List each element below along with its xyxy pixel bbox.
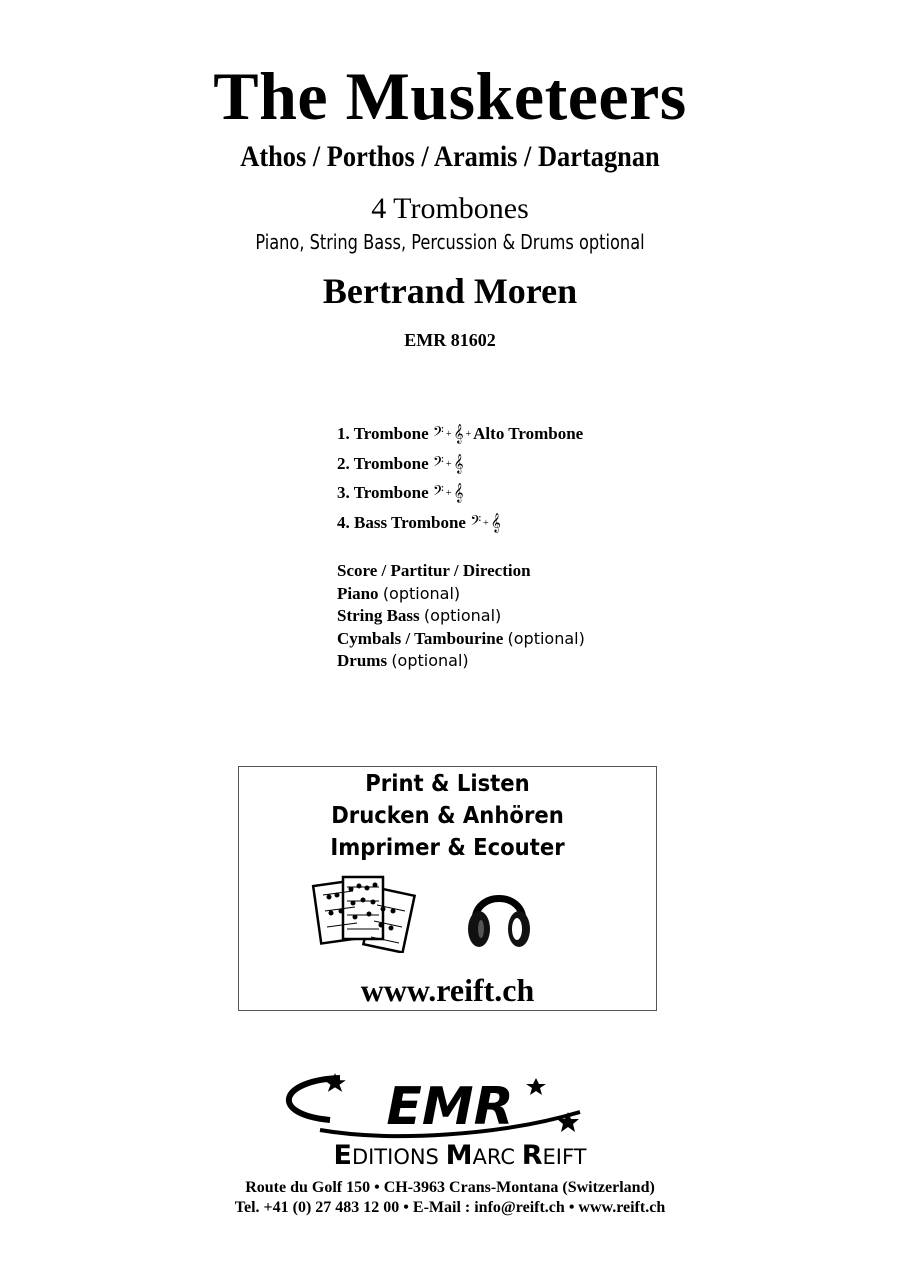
plus-sign: + [445, 429, 452, 440]
print-listen-box [238, 766, 657, 1011]
optional-instruments: Piano, String Bass, Percussion & Drums optional [255, 230, 645, 254]
treble-clef-icon: 𝄞 [453, 453, 464, 473]
extra-note: (optional) [391, 651, 469, 670]
emr-logo [240, 1072, 680, 1172]
publisher-address: Route du Golf 150 • CH-3963 Crans-Montana (Switzerland) [245, 1179, 655, 1196]
extra-item [337, 605, 585, 628]
page-title: The Musketeers [213, 58, 687, 134]
plus-sign: + [483, 517, 489, 529]
headphones-icon [465, 877, 533, 953]
part-label: 3. Trombone [337, 483, 429, 502]
publisher-contact [0, 1199, 900, 1217]
part-label: 2. Trombone [337, 453, 429, 473]
extra-note: (optional) [423, 606, 502, 625]
extra-name: String Bass [337, 606, 420, 625]
bass-clef-icon: 𝄢 [432, 483, 444, 502]
sheet-music-icon [311, 873, 423, 953]
part-item [337, 513, 583, 543]
catalog-number: EMR 81602 [404, 330, 496, 350]
composer-name: Bertrand Moren [322, 271, 578, 311]
extra-item [337, 583, 585, 606]
emr-logo-text: EMR [386, 1077, 514, 1137]
extra-item [337, 650, 585, 673]
promo-line-de: Drucken & Anhören [331, 803, 564, 829]
extras-list [337, 560, 585, 673]
extra-item [337, 560, 585, 583]
extra-note: (optional) [507, 628, 585, 648]
bass-clef-icon: 𝄢 [432, 424, 444, 443]
extra-name: Drums [337, 651, 388, 670]
part-item [337, 483, 583, 513]
bass-clef-icon: 𝄢 [470, 512, 482, 532]
part-item [337, 454, 583, 484]
treble-clef-icon: 𝄞 [453, 424, 464, 443]
part-item [337, 424, 583, 454]
email-link[interactable]: info@reift.ch [474, 1199, 565, 1216]
contact-website: • www.reift.ch [564, 1199, 666, 1216]
promo-line-en: Print & Listen [365, 771, 530, 797]
treble-clef-icon: 𝄞 [490, 512, 501, 532]
extra-name: Cymbals / Tambourine [337, 628, 504, 648]
promo-line-fr: Imprimer & Ecouter [330, 835, 565, 861]
website-link[interactable]: www.reift.ch [360, 972, 535, 1008]
contact-phone: Tel. +41 (0) 27 483 12 00 • E-Mail : [234, 1199, 475, 1216]
treble-clef-icon: 𝄞 [453, 483, 464, 502]
part-label: 1. Trombone [337, 424, 429, 443]
bass-clef-icon: 𝄢 [432, 453, 444, 473]
publisher-name: EDITIONS MARC REIFT [333, 1140, 587, 1171]
part-label: 4. Bass Trombone [337, 512, 466, 532]
extra-item [337, 628, 585, 651]
part-extra: Alto Trombone [473, 424, 584, 443]
plus-sign: + [445, 488, 452, 499]
instrumentation: 4 Trombones [371, 192, 529, 225]
extra-name: Piano [337, 583, 379, 603]
extra-name: Score / Partitur / Direction [337, 561, 531, 580]
subtitle: Athos / Porthos / Aramis / Dartagnan [240, 140, 660, 173]
plus-sign: + [445, 458, 452, 470]
parts-list [337, 424, 583, 542]
extra-note: (optional) [382, 583, 461, 603]
plus-sign: + [465, 429, 472, 440]
